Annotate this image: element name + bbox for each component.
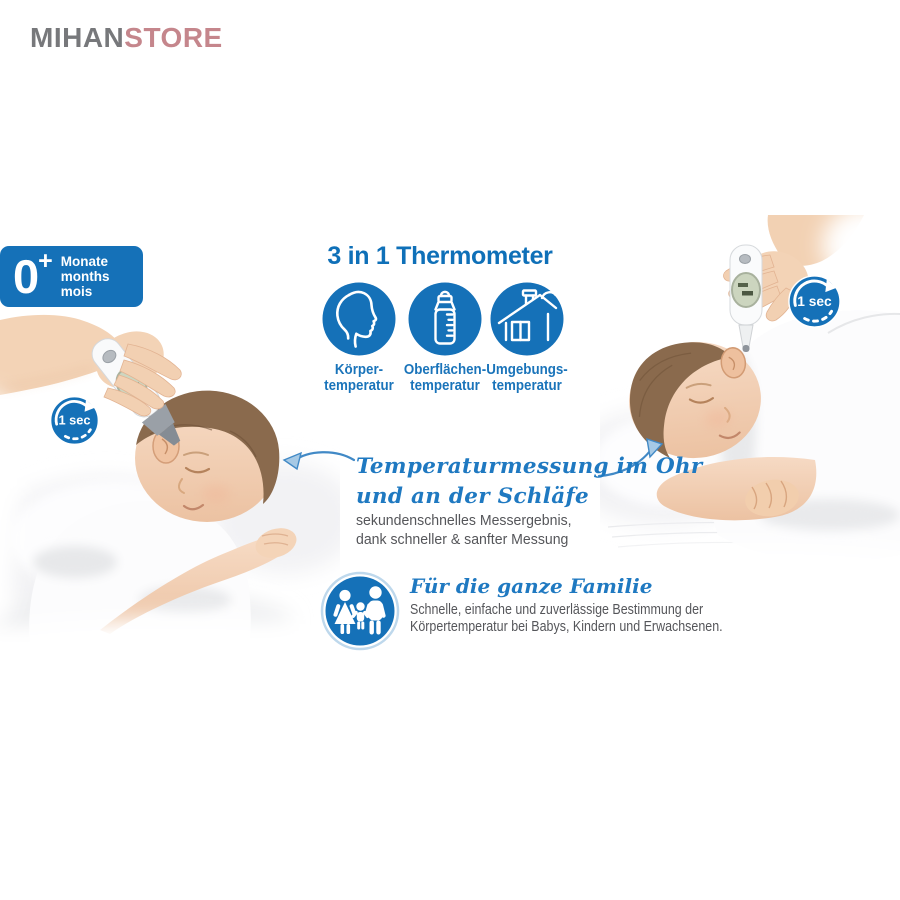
feature-label: Körper- temperatur bbox=[324, 362, 394, 394]
age-badge-number: 0 + bbox=[13, 247, 53, 303]
store-logo-primary: MIHAN bbox=[30, 22, 125, 53]
family-description: Schnelle, einfache und zuverlässige Bestimmung der Körpertemperatur bei Babys, Kindern und Erwachsenen. bbox=[410, 602, 723, 635]
family-title: Für die ganze Familie bbox=[410, 574, 653, 598]
feature-surface-temperature bbox=[399, 282, 491, 394]
feature-label: Oberflächen- temperatur bbox=[403, 362, 487, 394]
house-icon bbox=[490, 282, 564, 356]
arrow-to-left-baby-icon bbox=[282, 446, 356, 480]
one-second-label: 1 sec bbox=[797, 293, 832, 309]
one-second-badge-left bbox=[47, 393, 102, 448]
store-logo bbox=[30, 22, 223, 54]
feature-label: Umgebungs- temperatur bbox=[486, 362, 568, 394]
face-profile-icon bbox=[322, 282, 396, 356]
store-logo-secondary: STORE bbox=[124, 22, 223, 53]
measurement-subtitle: sekundenschnelles Messergebnis, dank schneller & sanfter Messung bbox=[356, 512, 572, 548]
age-badge-plus: + bbox=[38, 247, 53, 275]
measurement-title: Temperaturmessung im Ohr und an der Schläfe bbox=[356, 454, 703, 509]
feature-ambient-temperature bbox=[481, 282, 573, 394]
thermometer-display bbox=[732, 273, 760, 307]
one-second-label: 1 sec bbox=[58, 412, 91, 428]
page-title: 3 in 1 Thermometer bbox=[327, 242, 553, 270]
one-second-badge-right bbox=[785, 272, 844, 331]
thermometer-tip bbox=[743, 345, 750, 352]
right-photo-baby-temple-measurement bbox=[600, 215, 900, 575]
age-badge-units: Monate months mois bbox=[60, 254, 110, 299]
thermometer-button bbox=[740, 255, 751, 264]
baby-bottle-icon bbox=[408, 282, 482, 356]
feature-body-temperature bbox=[313, 282, 405, 394]
thermometer-temple bbox=[730, 245, 762, 352]
family-icon bbox=[320, 571, 400, 651]
age-badge bbox=[0, 246, 143, 307]
